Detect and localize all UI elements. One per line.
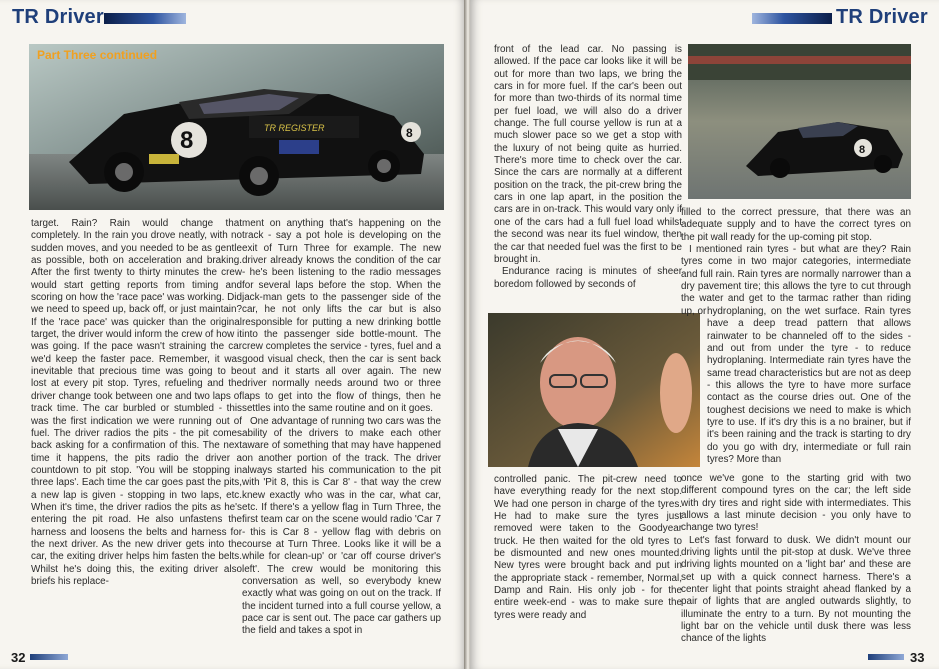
svg-text:8: 8: [180, 127, 194, 154]
right-page: [470, 0, 939, 669]
paragraph: One advantage of running two cars was the ability of the drivers to make each other aware of something that may have happened on another portion of the track. The driver always started his communication to the pit with 'Pit 8, this is Car 8' - that way the crew knew exactly who was in the car, what car, etc. If there's a yellow flag in Turn Three, the first team car on the scene would radio 'Car 7 - this is Car 8 - yellow flag with debris on course at Turn Three. Looks like it will be a while for clean-up' or 'car off course driver's left'. The crew would be monitoring this conversation as well, so everybody knew exactly what was going on out on the track. If the incident turned into a full course yellow, a pace car is sent out. The pace car gathers up the field and takes a spot in: [242, 415, 441, 637]
page-number-right: 33: [910, 650, 925, 665]
right-column-2-wrap: [707, 306, 911, 466]
brand-title-left: TR Driver: [12, 6, 104, 28]
paragraph: filled to the correct pressure, that there was an adequate supply and to have the correct tyres on the pit wall ready for the up-coming pit stop.: [681, 207, 911, 243]
footer-bar-right: [868, 654, 904, 660]
left-page: [0, 0, 466, 669]
brand-title-right: TR Driver: [836, 6, 928, 28]
driver-portrait-photo: [488, 313, 700, 467]
paragraph: front of the lead car. No passing is allowed. If the pace car looks like it will be out for more than two laps, we bring the cars in for more fuel. If the car's been out for more than two-thirds of its normal time per fuel load, we will also do a driver change. The full course yellow is run at a much slower pace so we get a stop with the luxury of not being quite as hurried. There's more time to check over the car. Since the cars are normally at a different position on the track, the pit-crew bring the cars in one lap apart, in the position the cars are in on-track. This would vary only if one of the cars had a full fuel load whilst the second was near its fuel window, then the car that needed fuel was the first to be brought in.: [494, 44, 682, 265]
left-column-1: [31, 218, 242, 588]
paragraph: controlled panic. The pit-crew need to have everything ready for the next stop. We had one person in charge of the tyres. He had to make sure the tyres just removed were taken to the Goodyear truck. He then waited for the old tyres to be dismounted and new ones mounted. New tyres were brought back and put in the appropriate stack - remember, Normal, Damp and Rain. His only job - for the entire week-end - was to make sure the tyres were ready and: [494, 474, 682, 621]
svg-text:8: 8: [859, 144, 866, 156]
paragraph: Let's fast forward to dusk. We didn't mount our driving lights until the pit-stop at dusk. We've three driving lights mounted on a 'light bar' and these are set up with a quick connect harness. There's a center light that points straight ahead flanked by a pair of lights that are angled outwards slightly, to illuminate the entry to a turn. By not mounting the light bar on the vehicle until dusk there was less chance of the lights: [681, 534, 911, 645]
race-car-photo-right: [688, 44, 911, 199]
right-column-2-bottom: [681, 473, 911, 646]
paragraph: hydroplaning, on the wet surface. Rain tyres have a deep tread pattern that allows rainwater to be channeled off to the sides - and out from under the tyre - to reduce hydroplaning. Intermediate rain tyres have the same tread characteristics but are not as deep - this allows the tyre to have more surface contact as the course dries out. One of the toughest decisions we need to make is which tyre to use. If it's dry this is a no brainer, but if it's been raining and the track is starting to dry do you go with dry, intermediate or full rain tyres? More than: [707, 306, 911, 466]
photo-caption: Part Three continued: [37, 48, 158, 62]
footer-bar-left: [30, 654, 68, 660]
right-column-1: [494, 44, 682, 291]
svg-text:8: 8: [406, 126, 413, 140]
header-bar-left: [104, 13, 186, 24]
svg-text:TR REGISTER: TR REGISTER: [264, 123, 325, 133]
page-number-left: 32: [11, 650, 26, 665]
paragraph: target. Rain? Rain would change that completely. In the rain you drove neatly, with no sudden moves, and you needed to be as gentle as possible, both on acceleration and braking. After the first twenty to thirty minutes the crew would start getting reports from timing and scoring on how the 'race pace' was working. Did we need to speed up, back off, or just maintain? If the 'race pace' was quicker than the original target, the driver would inform the crew of how it was going. If the pace wasn't straining the car we'd keep the faster pace. Remember, it was inevitable that precious time was going to be lost at every pit stop. Tyres, refueling and the driver change took between one and two laps of track time. The car burbled or stumbled - this was the first indication we were running out of fuel. The driver radios the pits - the pit comes back asking for a confirmation of this. The next time it happens, the pits radio the driver a countdown to pit stop. 'You will be stopping in three laps'. Each time the car goes past the pits, a new lap is given - stopping in two laps, etc. When it's time, the driver radios the pits as he's entering the pit road. He also unfastens the harness and loosens the belts and harness for the next driver. As the new driver gets into the car, the exiting driver helps him fasten the belts. Whilst he's doing this, the exiting driver also briefs his replace-: [31, 218, 242, 587]
race-car-photo-left: [29, 44, 444, 210]
paragraph: ment on anything that's happening on the track - say a pot hole is developing on the exit of Turn Three for example. The new driver already knows the condition of the car - he's been listening to the radio messages for several laps before the stop. When the jack-man gets to the passenger side of the car, he not only lifts the car but is also responsible for putting a new drinking bottle into the passenger side bottle-mount. The crew completes the service - tyres, fuel and a good visual check, then the car is sent back out and it starts all over again. The new driver normally needs around two or three laps to get into the flow of things, then he settles into the same routine and on it goes.: [242, 218, 441, 415]
left-column-2: [242, 218, 441, 638]
paragraph: I mentioned rain tyres - but what are they? Rain tyres come in two major categories, intermediate and full rain. Rain tyres are normally narrower than a dry pavement tire; this allows the tyre to cut through the water and get to the tarmac rather than riding up, or: [681, 244, 911, 317]
paragraph: Endurance racing is minutes of sheer boredom followed by seconds of: [494, 266, 682, 290]
right-column-2-top: [681, 207, 911, 318]
right-column-1-bottom: [494, 474, 682, 622]
paragraph: once we've gone to the starting grid with two different compound tyres on the car; the left side with dry tires and right side with intermediates. This allows a last minute decision - you only have to change two tyres!: [681, 473, 911, 534]
header-bar-right: [752, 13, 832, 24]
